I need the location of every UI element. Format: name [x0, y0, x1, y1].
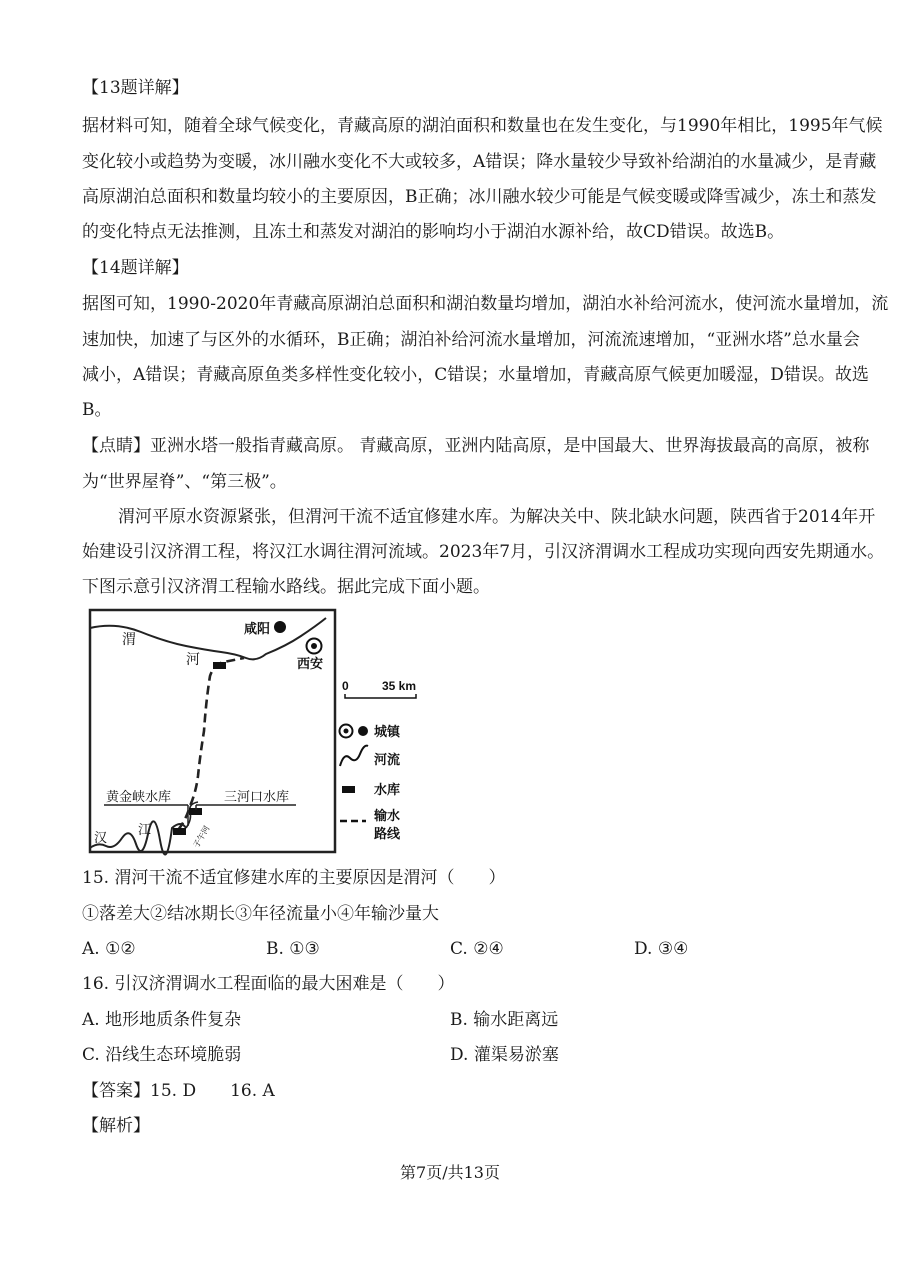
- label-he: 河: [186, 651, 200, 667]
- q16-option-b[interactable]: B. 输水距离远: [450, 1010, 559, 1030]
- section13-line-3: 高原湖泊总面积和数量均较小的主要原因，B正确；冰川融水较少可能是气候变暖或降雪减少，冻土和蒸发: [82, 187, 877, 207]
- q16-option-a[interactable]: A. 地形地质条件复杂: [82, 1010, 242, 1030]
- reservoir-north: [213, 662, 226, 669]
- label-xianyang: 咸阳: [244, 621, 271, 636]
- legend-river-icon: [340, 746, 368, 766]
- q15-option-d[interactable]: D. ③④: [634, 939, 689, 959]
- section14-line-2: 速加快，加速了与区外的水循环，B正确；湖泊补给河流水量增加，河流流速增加，“亚洲水塔”总水量会: [82, 330, 860, 350]
- q16-option-c[interactable]: C. 沿线生态环境脆弱: [82, 1045, 242, 1065]
- label-han: 汉: [94, 830, 108, 845]
- label-jiang: 江: [138, 822, 152, 837]
- q15-option-c[interactable]: C. ②④: [450, 939, 504, 959]
- material-line-3: 下图示意引汉济渭工程输水路线。据此完成下面小题。: [82, 577, 490, 597]
- water-diversion-map: [86, 606, 426, 856]
- q16-option-d[interactable]: D. 灌渠易淤塞: [450, 1045, 559, 1065]
- section13-line-2: 变化较小或趋势为变暖，冰川融水变化不大或较多，A错误；降水量较少导致补给湖泊的水量减少，是青藏: [82, 152, 877, 172]
- q15-option-a[interactable]: A. ①②: [82, 939, 136, 959]
- section14-line-1: 据图可知，1990-2020年青藏高原湖泊总面积和湖泊数量均增加，湖泊水补给河流水，使河流水量增加，流: [82, 294, 889, 314]
- answer-line: 【答案】15. D 16. A: [82, 1081, 275, 1101]
- label-ziwuhe: 子午河: [191, 824, 212, 850]
- label-wei: 渭: [122, 631, 136, 647]
- legend-town: 城镇: [374, 724, 401, 739]
- q15-stem: 15. 渭河干流不适宜修建水库的主要原因是渭河（ ）: [82, 868, 506, 888]
- dianjing-line-2: 为“世界屋脊”、“第三极”。: [82, 472, 287, 492]
- xianyang-dot: [274, 621, 286, 633]
- dianjing-line-1: 【点睛】亚洲水塔一般指青藏高原。 青藏高原，亚洲内陆高原，是中国最大、世界海拔最高的高原，被称: [82, 436, 870, 456]
- legend-route-2: 路线: [374, 826, 401, 841]
- page-footer: 第7页/共13页: [400, 1163, 500, 1182]
- label-sanhekou: 三河口水库: [224, 789, 290, 804]
- xian-dot: [311, 643, 317, 649]
- section14-line-3: 减小，A错误；青藏高原鱼类多样性变化较小，C错误；水量增加，青藏高原气候更加暖湿，D错误。故选: [82, 365, 869, 385]
- legend-route-1: 输水: [374, 808, 401, 823]
- section13-heading: 【13题详解】: [82, 78, 189, 98]
- section14-line-4: B。: [82, 400, 112, 420]
- scale-bar: [345, 694, 416, 698]
- section14-heading: 【14题详解】: [82, 258, 189, 278]
- legend-reservoir: 水库: [374, 782, 401, 797]
- section13-line-4: 的变化特点无法推测，且冻土和蒸发对湖泊的影响均小于湖泊水源补给，故CD错误。故选B。: [82, 222, 785, 242]
- analysis-heading: 【解析】: [82, 1116, 150, 1136]
- scale-distance: 35 km: [382, 679, 417, 693]
- q16-stem: 16. 引汉济渭调水工程面临的最大困难是（ ）: [82, 974, 455, 994]
- q15-items: ①落差大②结冰期长③年径流量小④年输沙量大: [82, 904, 439, 924]
- legend-reservoir-icon: [342, 786, 355, 793]
- reservoir-huangjinxia: [173, 828, 186, 835]
- section13-line-1: 据材料可知，随着全球气候变化，青藏高原的湖泊面积和数量也在发生变化，与1990年相比，1995年气候: [82, 116, 883, 136]
- material-line-2: 始建设引汉济渭工程，将汉江水调往渭河流域。2023年7月，引汉济渭调水工程成功实现向西安先期通水。: [82, 542, 885, 562]
- material-line-1: 渭河平原水资源紧张，但渭河干流不适宜修建水库。为解决关中、陕北缺水问题，陕西省于2014年开: [118, 507, 876, 527]
- legend-river: 河流: [374, 752, 401, 767]
- water-route: [178, 658, 244, 830]
- label-huangjinxia: 黄金峡水库: [106, 789, 172, 804]
- legend-town-dot: [358, 726, 368, 736]
- scale-zero: 0: [342, 679, 349, 693]
- label-xian: 西安: [297, 656, 324, 671]
- q15-option-b[interactable]: B. ①③: [266, 939, 320, 959]
